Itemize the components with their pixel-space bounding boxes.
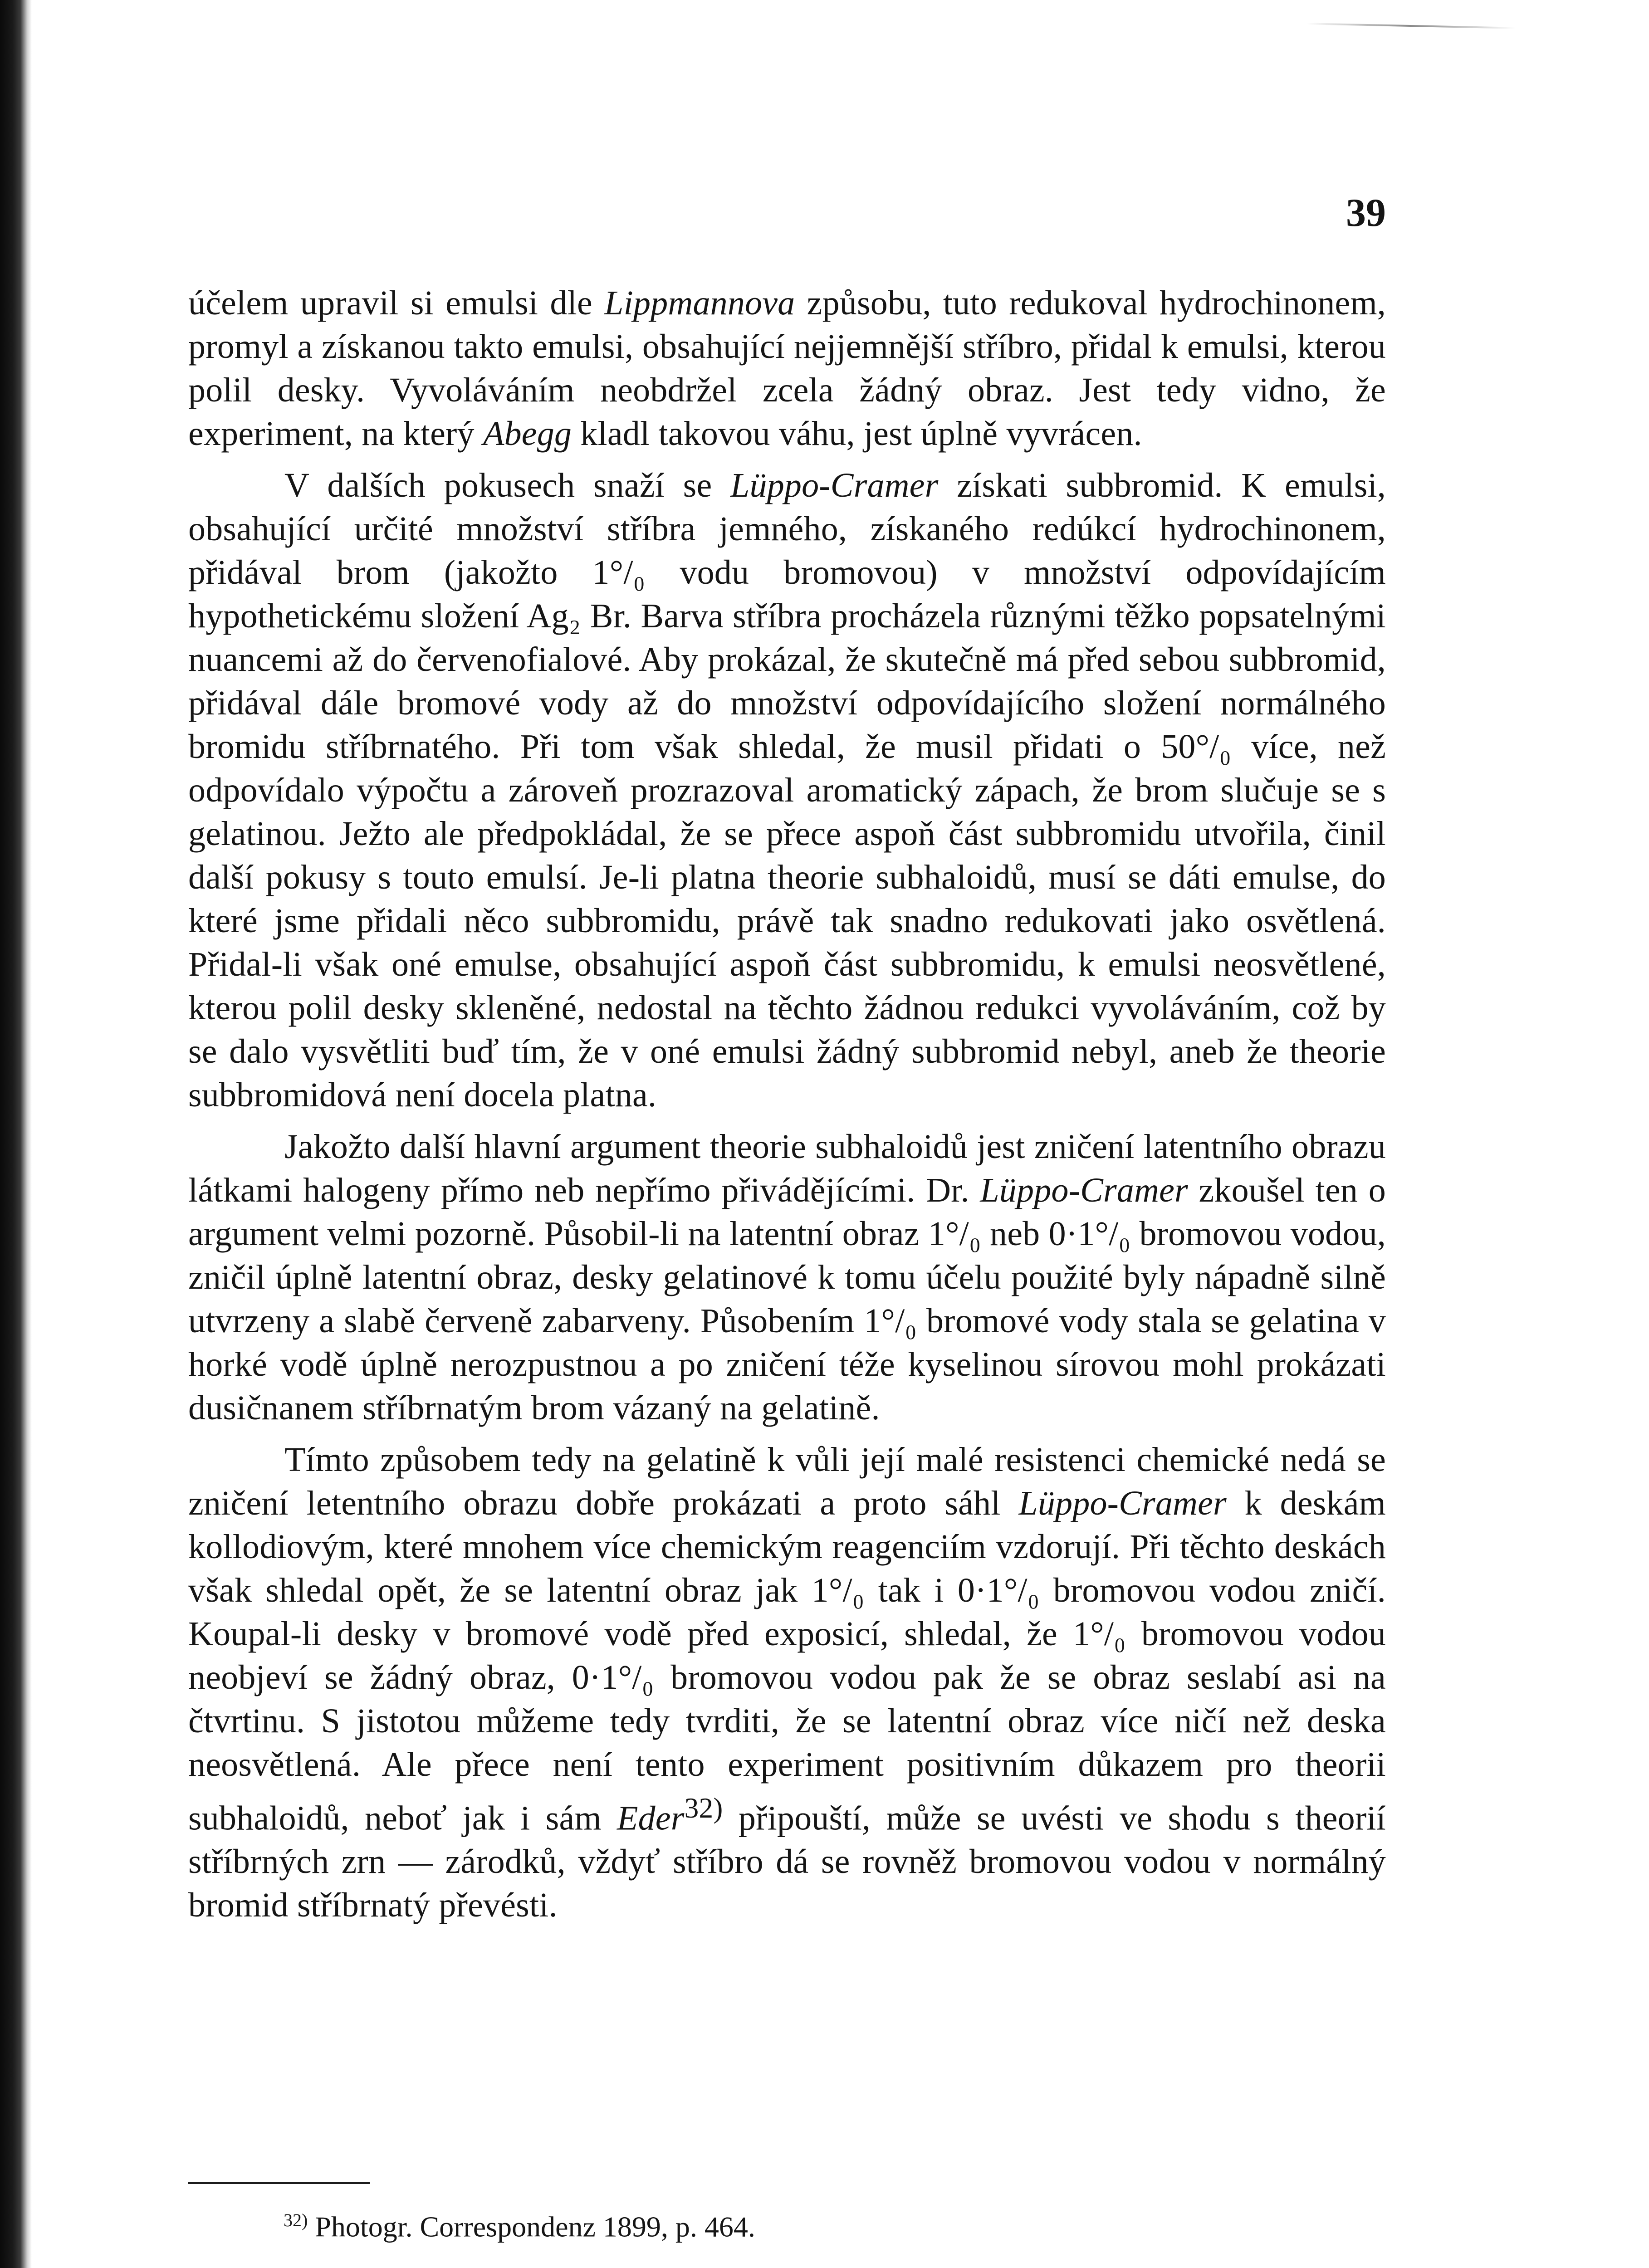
text-run: získati subbromid. K emulsi, obsahující určité množství stříbra jemného, získaného redúkcí hydrochinonem, přidával brom (jakožto 1°/₀ vodu bromovou) v množství odpovídajícím hypothetickému složení Ag₂ Br. Barva stříbra procházela různými těžko popsatelnými nuancemi až do červenofialové. Aby prokázal, že skutečně má před sebou subbromid, přidával dále bromové vody až do množství odpovídajícího složení normálného bromidu stříbrnatého. Při tom však shledal, že musil přidati o 50°/₀ více, než odpovídalo výpočtu a zároveň prozrazoval aromatický zápach, že brom slučuje se s gelatinou. Ježto ale předpokládal, že se přece aspoň část subbromidu utvořila, činil další pokusy s touto emulsí. Je-li platna theorie subhaloidů, musí se dáti emulse, do které jsme přidali něco subbromidu, právě tak snadno redukovati jako osvětlená. Přidal-li však oné emulse, obsahující aspoň část subbromidu, k emulsi neosvětlené, kterou polil desky skleněné, nedostal na těchto žádnou redukci vyvoláváním, což by se dalo vysvětliti buď tím, že v oné emulsi žádný subbromid nebyl, aneb že theorie subbromidová není docela platna.: [188, 466, 1386, 1114]
scan-artifact-mark: [1306, 23, 1515, 29]
text-run: kladl takovou váhu, jest úplně vyvrácen.: [572, 415, 1142, 453]
text-run: Tímto způsobem tedy na gelatině k vůli její malé resistenci chemické nedá se zničení letentního obrazu dobře prokázati a proto sáhl: [188, 1441, 1386, 1522]
author-name-luppo-cramer: Lüppo-Cramer: [730, 466, 939, 504]
page-number: 39: [1346, 191, 1386, 235]
text-run: Jakožto další hlavní argument theorie subhaloidů jest zničení latentního obrazu látkami halogeny přímo neb nepřímo přivádějícími. Dr.: [188, 1128, 1386, 1209]
text-run: zkoušel ten o argument velmi pozorně. Působil-li na latentní obraz 1°/₀ neb 0·1°/₀ bromovou vodou, zničil úplně latentní obraz, desky gelatinové k tomu účelu použité byly nápadně silně utvrzeny a slabě červeně zabarveny. Působením 1°/₀ bromové vody stala se gelatina v horké vodě úplně nerozpustnou a po zničení téže kyselinou sírovou mohl prokázati dusičnanem stříbrnatým brom vázaný na gelatině.: [188, 1171, 1386, 1427]
text-run: účelem upravil si emulsi dle: [188, 284, 605, 322]
paragraph-4: [188, 1438, 1386, 1927]
paragraph-1: [188, 281, 1386, 455]
footnote-reference: 32): [684, 1792, 723, 1824]
footnote: [284, 2200, 1372, 2247]
paragraph-2: [188, 464, 1386, 1117]
page-body-text: [188, 281, 1386, 1927]
author-name-luppo-cramer: Lüppo-Cramer: [980, 1171, 1188, 1209]
footnote-divider: [188, 2182, 370, 2184]
text-run: V dalších pokusech snaží se: [284, 466, 731, 504]
footnote-text: Photogr. Correspondenz 1899, p. 464.: [308, 2210, 755, 2243]
text-run: způsobu, tuto redukoval hydrochinonem, promyl a získanou takto emulsi, obsahující nejjemnější stříbro, přidal k emulsi, kterou polil desky. Vyvoláváním neobdržel zcela žádný obraz. Jest tedy vidno, že experiment, na který: [188, 284, 1386, 453]
scan-binding-edge: [0, 0, 32, 2268]
author-name-abegg: Abegg: [483, 415, 572, 453]
author-name-luppo-cramer: Lüppo-Cramer: [1018, 1484, 1227, 1522]
text-run: k deskám kollodiovým, které mnohem více chemickým reagenciím vzdorují. Při těchto deskách však shledal opět, že se latentní obraz jak 1°/₀ tak i 0·1°/₀ bromovou vodou zničí. Koupal-li desky v bromové vodě před exposicí, shledal, že 1°/₀ bromovou vodou neobjeví se žádný obraz, 0·1°/₀ bromovou vodou pak že se obraz seslabí asi na čtvrtinu. S jistotou můžeme tedy tvrditi, že se latentní obraz více ničí než deska neosvětlená. Ale přece není tento experiment positivním důkazem pro theorii subhaloidů, neboť jak i sám: [188, 1484, 1386, 1838]
author-name-eder: Eder: [617, 1799, 685, 1838]
text-run: připouští, může se uvésti ve shodu s theorií stříbrných zrn — zárodků, vždyť stříbro dá se rovněž bromovou vodou v normálný bromid stříbrnatý převésti.: [188, 1799, 1386, 1925]
author-name-lippmann: Lippmannova: [604, 284, 795, 322]
footnote-marker: 32): [284, 2210, 308, 2230]
paragraph-3: [188, 1125, 1386, 1430]
